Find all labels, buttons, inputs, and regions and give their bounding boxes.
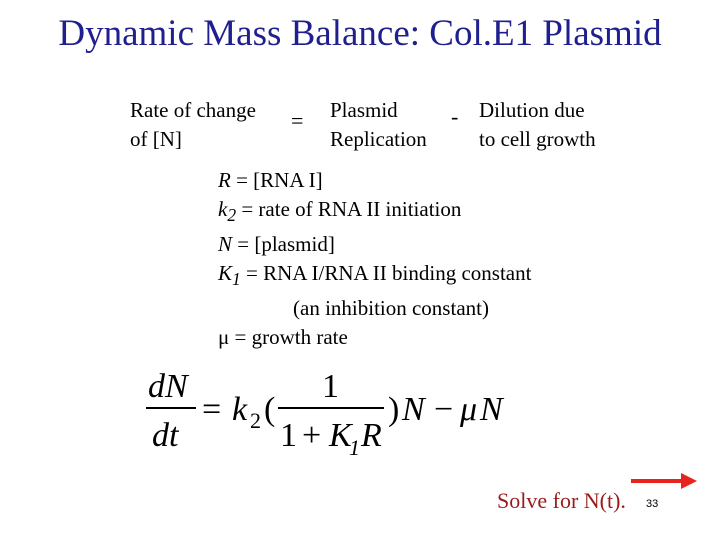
definitions-list bbox=[218, 166, 531, 352]
definition-subscript: 2 bbox=[227, 205, 237, 226]
definition-text: = rate of RNA II initiation bbox=[236, 197, 462, 221]
definition-symbol: N bbox=[218, 232, 233, 257]
balance-left-line2: of [N] bbox=[130, 127, 182, 151]
eq-fraction-numerator: 1 bbox=[322, 368, 339, 405]
definition-symbol: μ bbox=[218, 325, 230, 350]
eq-k-subscript: 2 bbox=[250, 408, 261, 433]
eq-open-paren: ( bbox=[264, 391, 276, 428]
definition-text: = [plasmid] bbox=[232, 232, 335, 257]
definition-symbol: K bbox=[218, 261, 233, 286]
eq-lhs-numerator: dN bbox=[148, 368, 188, 405]
balance-equals-sign: = bbox=[291, 108, 304, 133]
balance-right-line2: to cell growth bbox=[479, 127, 596, 151]
definition-item bbox=[218, 259, 531, 294]
eq-equals: = bbox=[202, 391, 222, 428]
definition-item bbox=[218, 323, 531, 352]
solve-prompt: Solve for N(t). bbox=[497, 488, 626, 513]
balance-middle-line1: Plasmid bbox=[330, 98, 398, 122]
definition-text: = growth rate bbox=[229, 325, 348, 350]
balance-middle-line2: Replication bbox=[330, 127, 427, 151]
balance-middle-term bbox=[330, 96, 427, 154]
eq-N2: N bbox=[480, 391, 503, 428]
slide-title: Dynamic Mass Balance: Col.E1 Plasmid bbox=[58, 13, 662, 54]
definition-text: (an inhibition constant) bbox=[293, 296, 489, 321]
definition-subscript: 1 bbox=[232, 269, 241, 290]
definition-item bbox=[218, 294, 531, 323]
definition-symbol: R bbox=[218, 168, 231, 192]
balance-right-line1: Dilution due bbox=[479, 98, 585, 122]
eq-denominator-K-subscript: 1 bbox=[349, 435, 360, 460]
definition-item bbox=[218, 195, 531, 230]
balance-right-term bbox=[479, 96, 596, 154]
eq-denominator-K: K bbox=[329, 417, 352, 454]
eq-denominator-R: R bbox=[361, 417, 382, 454]
eq-N: N bbox=[402, 391, 425, 428]
eq-minus: − bbox=[434, 391, 454, 428]
balance-left-line1: Rate of change bbox=[130, 98, 256, 122]
eq-denominator-plus: + bbox=[302, 417, 322, 454]
definition-text: = [RNA I] bbox=[230, 168, 323, 192]
definition-item bbox=[218, 230, 531, 259]
eq-close-paren: ) bbox=[388, 391, 400, 428]
balance-left-term bbox=[130, 96, 256, 154]
definition-text: = RNA I/RNA II binding constant bbox=[240, 261, 532, 286]
page-number: 33 bbox=[646, 498, 659, 510]
differential-equation bbox=[142, 360, 522, 460]
eq-denominator-one: 1 bbox=[280, 417, 297, 454]
next-arrow-icon[interactable] bbox=[629, 470, 699, 492]
definition-item bbox=[218, 166, 531, 195]
eq-lhs-denominator: dt bbox=[152, 417, 179, 454]
eq-k: k bbox=[232, 391, 248, 428]
definition-symbol: k bbox=[218, 197, 228, 221]
eq-mu: μ bbox=[460, 391, 478, 428]
balance-minus-sign: - bbox=[451, 104, 459, 129]
